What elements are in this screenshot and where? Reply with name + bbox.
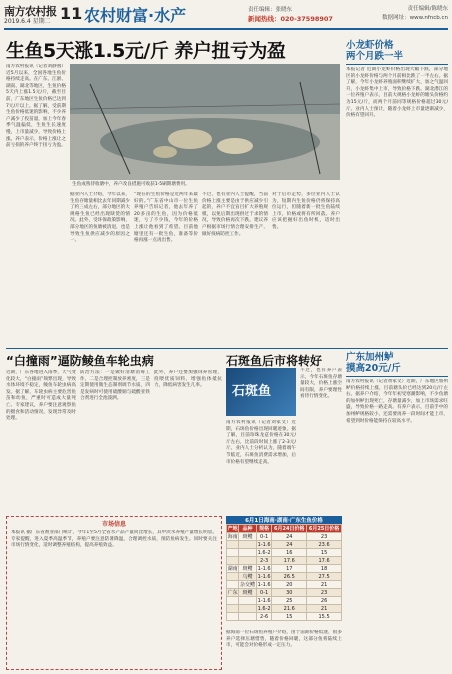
story2-body-3: 此外，养户还要加强饲养管理，投喂优质饲料，增强鱼体抵抗力，降低病害发生几率。 <box>154 370 222 389</box>
lead-column-1: 南方农村报讯（记者刘静燕）近5月以来，全国各地生鱼价格持续走高。在广东、江浙、湖南、湖北等地区，生鱼价格5天内上涨1.5元/斤，截至目前，广东地区生鱼价格已达到7元/斤以上。据了解，受前期生鱼价格低迷的影响，不少养户减少了投苗量，加上今年春季气温偏低，生鱼生长速度慢，上市量减少，导致价格上涨。养户表示，价格上涨让之前亏损的养户终于扭亏为盈。 <box>6 64 66 149</box>
sidebar1-title-line1: 小龙虾价格 <box>346 40 394 51</box>
pond-illustration <box>70 64 340 180</box>
table-row <box>227 613 342 621</box>
sidebar2-title-line2: 摸高20元/斤 <box>346 363 401 374</box>
table-cell: 斑鳢 <box>239 589 257 597</box>
table-cell <box>239 605 257 613</box>
table-cell: 20 <box>272 581 307 589</box>
masthead-right-info <box>382 5 448 23</box>
table-cell: 23 <box>307 533 342 541</box>
table-row <box>227 549 342 557</box>
table-cell <box>227 549 239 557</box>
table-cell: 1.6-2 <box>257 549 271 556</box>
table-cell: 0-1 <box>256 589 271 597</box>
table-cell <box>227 573 239 581</box>
table-cell: 1-1.6 <box>257 573 271 580</box>
photo-caption: 生鱼成熟待收塘中，养户改良措施可收获1-5刷期塘费用。 <box>72 182 190 187</box>
table-row <box>227 589 342 597</box>
table-cell: 0-1 <box>256 533 271 541</box>
table-cell: 海南 <box>227 534 238 540</box>
table-cell: 1-1.6 <box>257 565 271 572</box>
table-cell: 15 <box>272 613 307 621</box>
table-cell: 21.6 <box>272 605 307 613</box>
table-cell: 湖南 <box>227 566 238 572</box>
table-cell: 17.6 <box>272 557 307 565</box>
table-cell: 24 <box>272 533 307 541</box>
table-cell: 21 <box>307 581 342 589</box>
table-cell: 27.5 <box>307 573 342 581</box>
price-table-block <box>226 516 342 621</box>
table-row <box>227 533 342 541</box>
grouper-banner <box>226 368 296 416</box>
table-cell: 1-1.6 <box>257 541 271 548</box>
table-cell <box>227 557 239 565</box>
story2-body-1: 近期，广东各地进入雨季，天气变化较大，“白撞雨”频繁出现，导致水体环境不稳定，鲮鱼车轮虫病高发。据了解，车轮虫病主要危害鱼苗和幼鱼，严重时可造成大量死亡。专家建议，养户要注意观察鱼的摄食和活动情况，发现异常及时处理。 <box>6 370 76 422</box>
table-cell: 斑鳢 <box>239 565 257 573</box>
table-cell: 30 <box>272 589 307 597</box>
price-table-header-cell: 6月25日价格 <box>307 525 342 533</box>
sidebar-crayfish <box>346 40 448 337</box>
table-row <box>227 541 342 549</box>
table-cell: 15 <box>307 549 342 557</box>
sidebar1-title-line2: 两个月跌一半 <box>346 51 404 62</box>
price-table-header-cell: 规格 <box>256 525 271 533</box>
section-title: 农村财富·水产 <box>84 6 187 25</box>
table-cell: 广东 <box>227 590 238 596</box>
sidebar-bass <box>346 352 448 669</box>
table-row <box>227 597 342 605</box>
table-cell: 16 <box>272 549 307 557</box>
table-cell: 1.6-2 <box>257 605 271 612</box>
masthead-rule <box>4 28 448 30</box>
right-info-line1: 责任编辑/陈晓东 <box>407 6 448 12</box>
price-table-header-cell: 产地 <box>227 526 238 532</box>
story3-body-3: 据海南一位石斑鱼养殖户介绍，由于前期价格低迷，很多养户选择压塘惜售，随着价格回暖，这部分鱼将陆续上市，可能会对价格形成一定压力。 <box>226 630 342 649</box>
table-cell <box>227 597 239 605</box>
right-info-line2: 数据网址：www.nfncb.cn <box>382 15 448 21</box>
table-cell: 26 <box>307 597 342 605</box>
story3-body-2: 不过，也有养户表示，今年石斑鱼存塘量较大，价格上涨空间有限，养户要理性看待行情变化。 <box>300 368 342 400</box>
bottom-info-title: 市场信息 <box>101 521 126 528</box>
issue-date: 2019.6.4 星期二 <box>4 18 51 25</box>
table-cell <box>239 557 257 565</box>
news-hotline: 新闻热线：020-37598907 <box>248 15 333 23</box>
table-row <box>227 573 342 581</box>
story2-headline: “白撞雨”逼防鲮鱼车轮虫病 <box>6 354 154 368</box>
table-cell: 26.5 <box>272 573 307 581</box>
table-cell: 21 <box>307 605 342 613</box>
table-cell <box>239 613 257 621</box>
table-cell: 17.6 <box>307 557 342 565</box>
lead-column-3: “现在的生鱼价格是近两年来最好的。”广东省中山市一位生鱼养殖户告诉记者，他去年养了20多亩的生鱼，因为价格低迷，亏了不少钱，今年的价格上涨让他看到了希望。目前他塘里还有一批生鱼，准备等价格再涨一点再出售。 <box>134 192 198 244</box>
story3-headline: 石斑鱼后市将转好 <box>226 354 323 368</box>
fish-pond-photo <box>70 64 340 180</box>
table-cell <box>227 541 239 549</box>
table-cell: 2-6 <box>256 613 271 621</box>
table-row <box>227 605 342 613</box>
lead-column-2: 据业内人士介绍，今年以来，生鱼存塘量相比去年同期减少了约三成左右，部分地区的大规格生鱼已经出现缺货的情况。此外，受环保政策影响，部分地区的鱼塘被清退，也是导致生鱼供应减少的原因之一。 <box>70 192 130 244</box>
sidebar2-rule <box>346 376 448 377</box>
table-cell: 乌鳢 <box>239 573 257 581</box>
bottom-info-body: 本报讯 据广东省渔业部门统计，今年1至5月全省水产品产量同比增长，其中淡水养殖产量增长明显。专家提醒，进入夏季高温季节，养殖户要注意防暑降温，合理调控水质，预防鱼病发生。同时要关注市场行情变化，适时调整养殖结构，提高养殖效益。 <box>11 530 217 549</box>
price-table-header-cell: 6月24日价格 <box>272 525 307 533</box>
price-table-title: 6月1日海南·湖南·广东生鱼价格 <box>226 516 342 524</box>
table-cell: 17 <box>272 565 307 573</box>
table-cell: 23.6 <box>307 541 342 549</box>
table-cell: 18 <box>307 565 342 573</box>
lead-column-4: 不过，也有业内人士提醒，当前价格上涨主要是由于供应减少引起的，养户不宜盲目扩大养殖规模，以免后期出现供过于求的情况，导致价格再次下跌。建议养户根据市场行情合理安排生产，做好疫病防控工作。 <box>202 192 268 237</box>
table-cell: 23 <box>307 589 342 597</box>
table-cell <box>239 597 257 605</box>
table-cell: 1-1.6 <box>257 597 271 604</box>
editor-line: 责任编辑：张晓东 <box>248 7 293 13</box>
table-cell: 2-3 <box>256 557 271 565</box>
masthead <box>4 2 448 26</box>
sidebar2-title-line1: 广东加州鲈 <box>346 352 394 363</box>
sidebar1-rule <box>346 64 448 65</box>
price-table-header <box>227 525 342 533</box>
page-number: 11 <box>60 4 83 23</box>
table-row <box>227 565 342 573</box>
table-row <box>227 557 342 565</box>
sidebar1-body: 本报记者 近期小龙虾价格出现大幅下跌，部分地区的小龙虾价格与两个月前相比跌了一半左右。据了解，今年小龙虾养殖面积继续扩大，加之气温回升，小龙虾集中上市，导致价格下跌。湖北潜江的一位养殖户表示，目前大规格小龙虾的塘头价格约为15元/斤，而两个月前同等规格价格超过30元/斤。业内人士预计，随着小龙虾上市量逐渐减少，价格有望回升。 <box>346 67 448 119</box>
table-cell <box>227 605 239 613</box>
table-cell: 杂交鳢 <box>240 582 256 588</box>
table-cell <box>227 581 239 589</box>
newspaper-logo: 南方农村报 <box>4 5 57 18</box>
bottom-info-box <box>6 516 222 670</box>
table-cell: 25 <box>272 597 307 605</box>
section-divider <box>6 348 448 349</box>
table-cell <box>227 613 239 621</box>
sidebar2-body: 南方农村报讯（记者黄家文）近期，广东地区加州鲈价格持续上涨，目前塘头价已经达到20元/斤左右。据养户介绍，今年年初受寒潮影响，不少鱼塘的加州鲈出现死亡，存塘量减少，加上市场需求旺盛，导致价格一路走高。有养户表示，目前手中的加州鲈规格较小，还需要再养一段时间才能上市，希望到时价格能保持在较高水平。 <box>346 379 448 424</box>
lead-column-5: 对于后市走势，多位业内人士认为，短期内生鱼价格仍将保持高位运行，但随着新一批生鱼陆续上市，价格或将有所回落。养户应该把握好出鱼时机，适时出售。 <box>272 192 340 230</box>
table-cell <box>239 549 257 557</box>
lead-headline: 生鱼5天涨1.5元/斤 养户扭亏为盈 <box>6 40 286 62</box>
price-table-header-cell: 品种 <box>239 525 257 533</box>
table-cell: 1-1.6 <box>257 581 271 588</box>
story3-body-1: 南方农村报讯（记者刘家文）近期，石斑鱼价格出现回暖迹象。据了解，目前珍珠龙趸价格在30元/斤左右，比前段时间上涨了2-3元/斤。业内人士分析认为，随着端午节临近，石斑鱼消费需求增加，后市价格有望继续走高。 <box>226 420 296 465</box>
table-cell <box>239 541 257 549</box>
table-cell: 24 <box>272 541 307 549</box>
story2-body-2: 防治方法：一是做好清塘消毒工作，二是合理控制放养密度，三是定期使用微生态制剂调节水质，四是发病时可使用硫酸铜与硫酸亚铁合剂进行全池泼洒。 <box>80 370 150 402</box>
table-cell: 15.5 <box>307 613 342 621</box>
table-cell: 斑鳢 <box>239 533 257 541</box>
price-table <box>226 524 342 621</box>
grouper-banner-text: 石斑鱼 <box>232 384 272 399</box>
table-row <box>227 581 342 589</box>
